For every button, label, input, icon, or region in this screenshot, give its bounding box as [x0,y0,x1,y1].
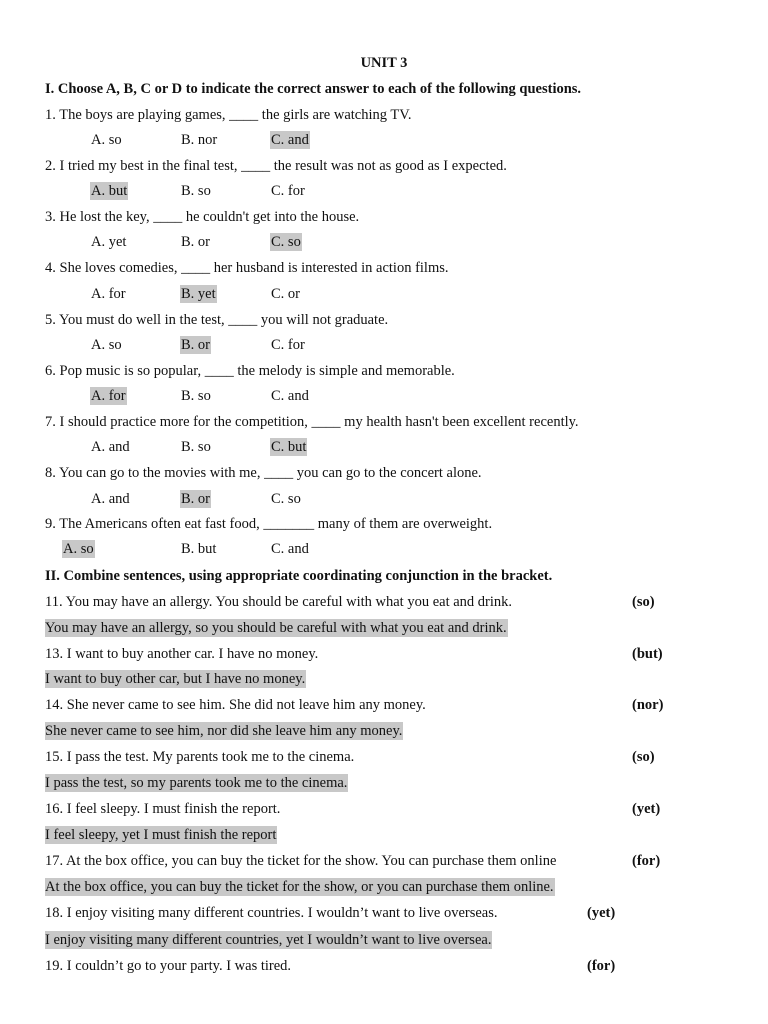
conjunction-hint-11: (so) [632,594,655,610]
options-2 [0,182,768,200]
combine-answer-18: I enjoy visiting many different countries, yet I wouldn’t want to live oversea. [45,932,492,948]
option-5-c: C. for [271,337,305,353]
combine-prompt-16: 16. I feel sleepy. I must finish the report. [45,801,281,817]
option-2-a-correct: A. but [91,183,128,199]
combine-answer-14: She never came to see him, nor did she leave him any money. [45,723,403,739]
option-8-b-correct: B. or [181,491,210,507]
option-5-a: A. so [91,337,122,353]
option-1-a: A. so [91,132,122,148]
question-6: 6. Pop music is so popular, ____ the melody is simple and memorable. [45,363,455,379]
option-3-a: A. yet [91,234,127,250]
question-8: 8. You can go to the movies with me, ____ you can go to the concert alone. [45,465,482,481]
conjunction-hint-16: (yet) [632,801,661,817]
question-3: 3. He lost the key, ____ he couldn't get into the house. [45,209,360,225]
option-5-b-correct: B. or [181,337,210,353]
combine-prompt-18: 18. I enjoy visiting many different countries. I wouldn’t want to live overseas. [45,905,498,921]
option-4-b-correct: B. yet [181,286,216,302]
question-2: 2. I tried my best in the final test, ____ the result was not as good as I expected. [45,158,507,174]
option-7-c-correct: C. but [271,439,307,455]
section2-heading: II. Combine sentences, using appropriate coordinating conjunction in the bracket. [45,568,553,584]
option-7-b: B. so [181,439,211,455]
combine-answer-16: I feel sleepy, yet I must finish the report [45,827,277,843]
option-4-c: C. or [271,286,300,302]
option-7-a: A. and [91,439,130,455]
option-4-a: A. for [91,286,126,302]
question-5: 5. You must do well in the test, ____ you will not graduate. [45,312,389,328]
combine-prompt-15: 15. I pass the test. My parents took me to the cinema. [45,749,355,765]
options-7 [0,438,768,456]
page-title: UNIT 3 [360,55,408,71]
option-3-b: B. or [181,234,210,250]
question-4: 4. She loves comedies, ____ her husband is interested in action films. [45,260,449,276]
options-5 [0,336,768,354]
option-6-c: C. and [271,388,309,404]
question-7: 7. I should practice more for the competition, ____ my health hasn't been excellent recently. [45,414,579,430]
combine-answer-17: At the box office, you can buy the ticket for the show, or you can purchase them online. [45,879,554,895]
options-8 [0,490,768,508]
conjunction-hint-19: (for) [587,958,616,974]
question-9: 9. The Americans often eat fast food, _______ many of them are overweight. [45,516,493,532]
combine-prompt-17: 17. At the box office, you can buy the ticket for the show. You can purchase them online [45,853,557,869]
option-2-b: B. so [181,183,211,199]
combine-answer-11: You may have an allergy, so you should be careful with what you eat and drink. [45,620,507,636]
option-8-a: A. and [91,491,130,507]
option-8-c: C. so [271,491,301,507]
option-1-b: B. nor [181,132,218,148]
conjunction-hint-14: (nor) [632,697,664,713]
combine-prompt-11: 11. You may have an allergy. You should be careful with what you eat and drink. [45,594,513,610]
combine-prompt-13: 13. I want to buy another car. I have no money. [45,646,319,662]
combine-answer-13: I want to buy other car, but I have no money. [45,671,306,687]
conjunction-hint-18: (yet) [587,905,616,921]
combine-prompt-14: 14. She never came to see him. She did not leave him any money. [45,697,426,713]
options-3 [0,233,768,251]
conjunction-hint-15: (so) [632,749,655,765]
option-9-a-correct: A. so [63,541,94,557]
conjunction-hint-13: (but) [632,646,663,662]
options-6 [0,387,768,405]
section1-heading: I. Choose A, B, C or D to indicate the correct answer to each of the following questions. [45,81,582,97]
option-9-c: C. and [271,541,309,557]
question-1: 1. The boys are playing games, ____ the girls are watching TV. [45,107,412,123]
option-9-b: B. but [181,541,217,557]
options-9 [0,540,768,558]
option-1-c-correct: C. and [271,132,309,148]
combine-prompt-19: 19. I couldn’t go to your party. I was tired. [45,958,292,974]
conjunction-hint-17: (for) [632,853,661,869]
options-1 [0,131,768,149]
combine-answer-15: I pass the test, so my parents took me to the cinema. [45,775,348,791]
option-3-c-correct: C. so [271,234,301,250]
option-2-c: C. for [271,183,305,199]
options-4 [0,285,768,303]
option-6-b: B. so [181,388,211,404]
option-6-a-correct: A. for [91,388,126,404]
